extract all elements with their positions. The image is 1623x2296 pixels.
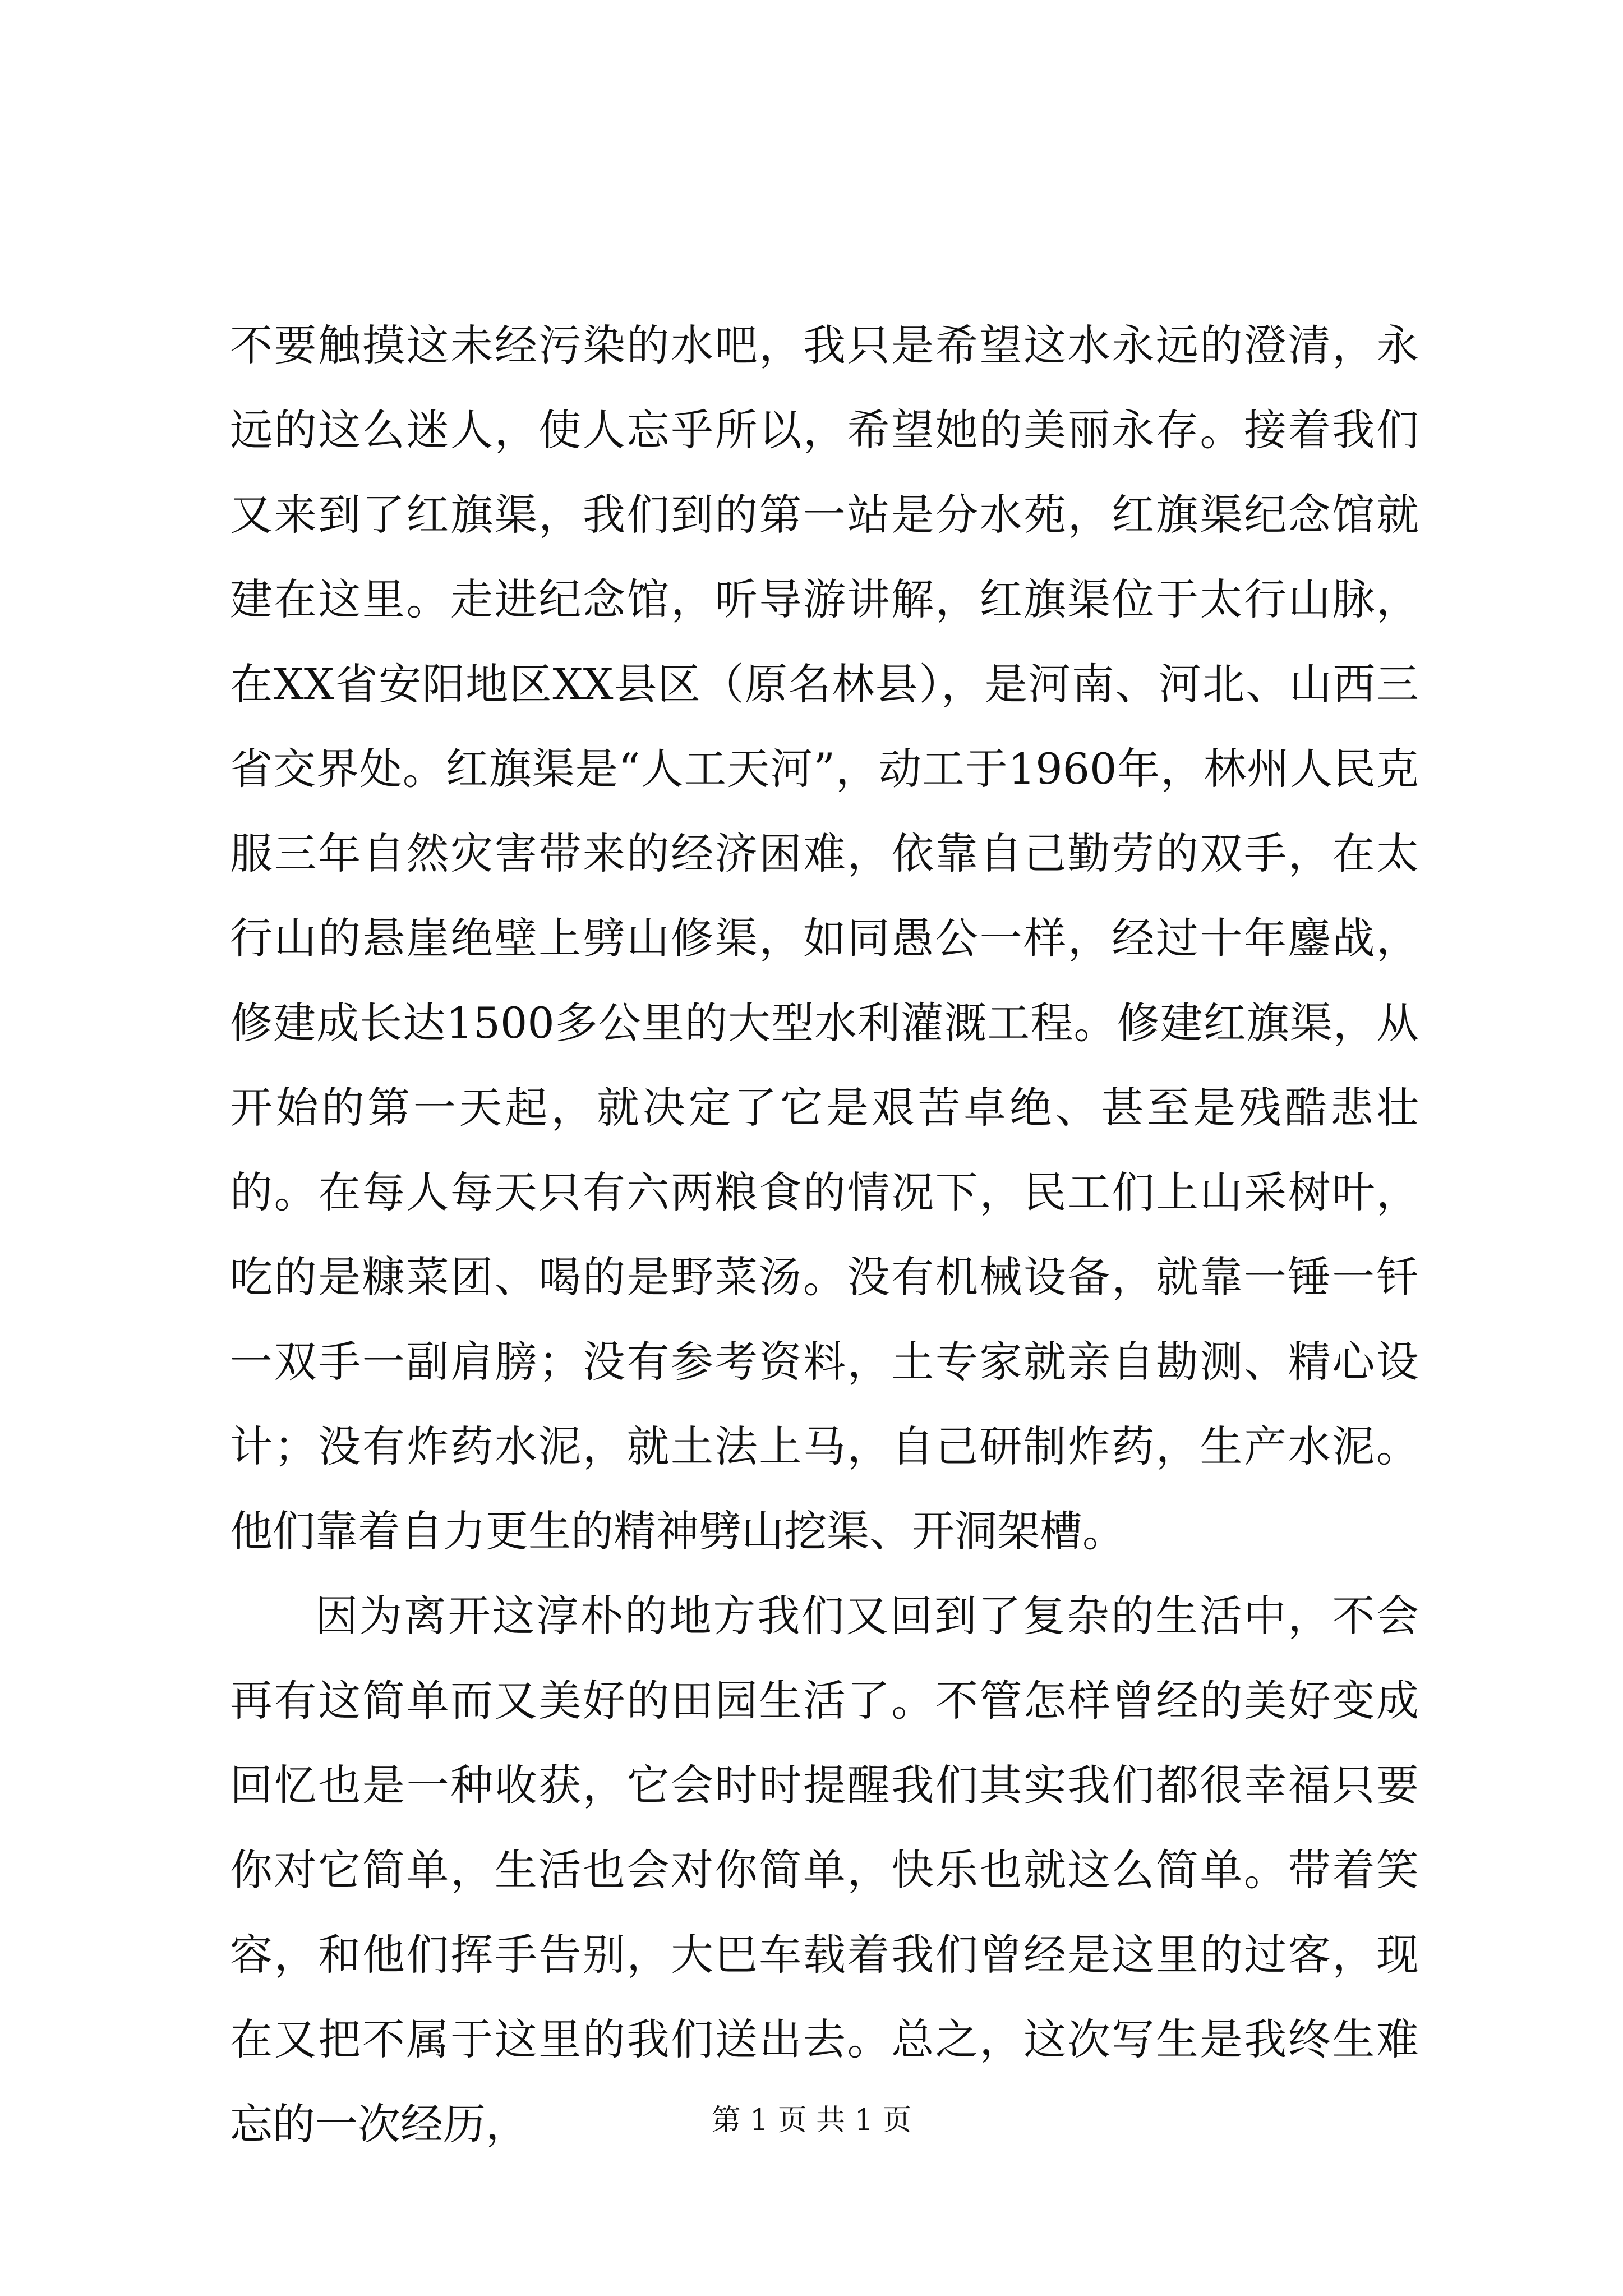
paragraph-1: 不要触摸这未经污染的水吧，我只是希望这水永远的澄清，永远的这么迷人，使人忘乎所以，希望她的美丽永存。接着我们又来到了红旗渠，我们到的第一站是分水苑，红旗渠纪念馆就建在这里。走进纪念馆，听导游讲解，红旗渠位于太行山脉，在XX省安阳地区XX县区（原名林县），是河南、河北、山西三省交界处。红旗渠是“人工天河”，动工于1960年，林州人民克服三年自然灾害带来的经济困难，依靠自己勤劳的双手，在太行山的悬崖绝壁上劈山修渠，如同愚公一样，经过十年鏖战，修建成长达1500多公里的大型水利灌溉工程。修建红旗渠，从开始的第一天起，就决定了它是艰苦卓绝、甚至是残酷悲壮的。在每人每天只有六两粮食的情况下，民工们上山采树叶，吃的是糠菜团、喝的是野菜汤。没有机械设备，就靠一锤一钎一双手一副肩膀；没有参考资料，土专家就亲自勘测、精心设计；没有炸药水泥，就土法上马，自己研制炸药，生产水泥。他们靠着自力更生的精神劈山挖渠、开洞架槽。 [230,320,1419,1556]
paragraph-2: 因为离开这淳朴的地方我们又回到了复杂的生活中，不会再有这简单而又美好的田园生活了。不管怎样曾经的美好变成回忆也是一种收获，它会时时提醒我们其实我们都很幸福只要你对它简单，生活也会对你简单，快乐也就这么简单。带着笑容，和他们挥手告别，大巴车载着我们曾经是这里的过客，现在又把不属于这里的我们送出去。总之，这次写生是我终生难忘的一次经历， [230,1591,1419,2149]
page-footer: 第 1 页 共 1 页 [711,2104,912,2137]
document-body [230,303,1419,2166]
